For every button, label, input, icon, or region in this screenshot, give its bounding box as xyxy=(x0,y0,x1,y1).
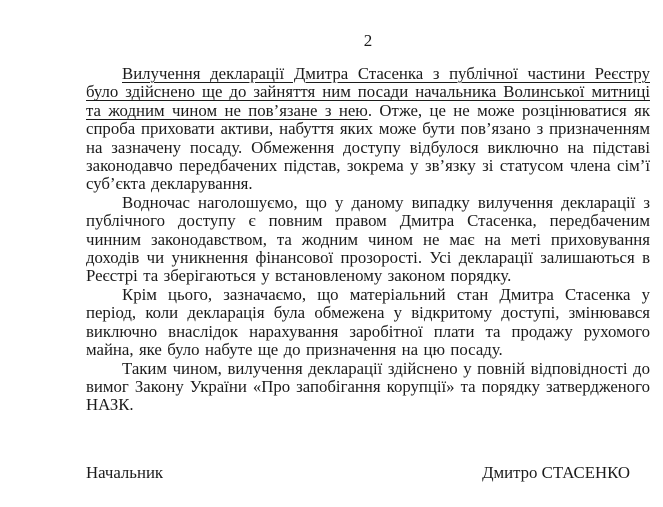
page-number: 2 xyxy=(363,31,373,50)
paragraph xyxy=(86,65,650,194)
signature-block xyxy=(86,463,650,482)
document-body xyxy=(86,65,650,415)
paragraph: Водночас наголошуємо, що у даному випадку вилучення декларації з публічного доступу є повним правом Дмитра Стасенка, передбаченим чинним законодавством, та жодним чином не має на меті приховування доходів чи уникнення фінансової прозорості. Усі декларації залишаються в Реєстрі та зберігаються у встановленому законом порядку. xyxy=(86,192,650,286)
paragraph-text: . Отже, це не може розцінюватися як спроба приховати активи, набуття яких може бути пов’язано з призначенням на зазначену посаду. Обмеження доступу відбулося виключно на підставі законодавчо передбачених підстав, зокрема у зв’язку зі статусом члена сім’ї суб’єкта декларування. xyxy=(86,100,650,194)
underlined-statement: Вилучення декларації Дмитра Стасенка з публічної частини Реєстру було здійснено ще до зайняття ним посади начальника Волинської митниці та жодним чином не пов’язане з нею xyxy=(86,64,650,120)
paragraph: Таким чином, вилучення декларації здійснено у повній відповідності до вимог Закону України «Про запобігання корупції» та порядку затвердженого НАЗК. xyxy=(86,358,650,415)
signature-name: Дмитро СТАСЕНКО xyxy=(482,463,630,482)
signature-role: Начальник xyxy=(86,463,164,482)
paragraph: Крім цього, зазначаємо, що матеріальний стан Дмитра Стасенка у період, коли декларація була обмежена у відкритому доступі, змінювався виключно внаслідок нарахування заробітної плати та продажу рухомого майна, яке було набуте ще до призначення на цю посаду. xyxy=(86,284,650,360)
